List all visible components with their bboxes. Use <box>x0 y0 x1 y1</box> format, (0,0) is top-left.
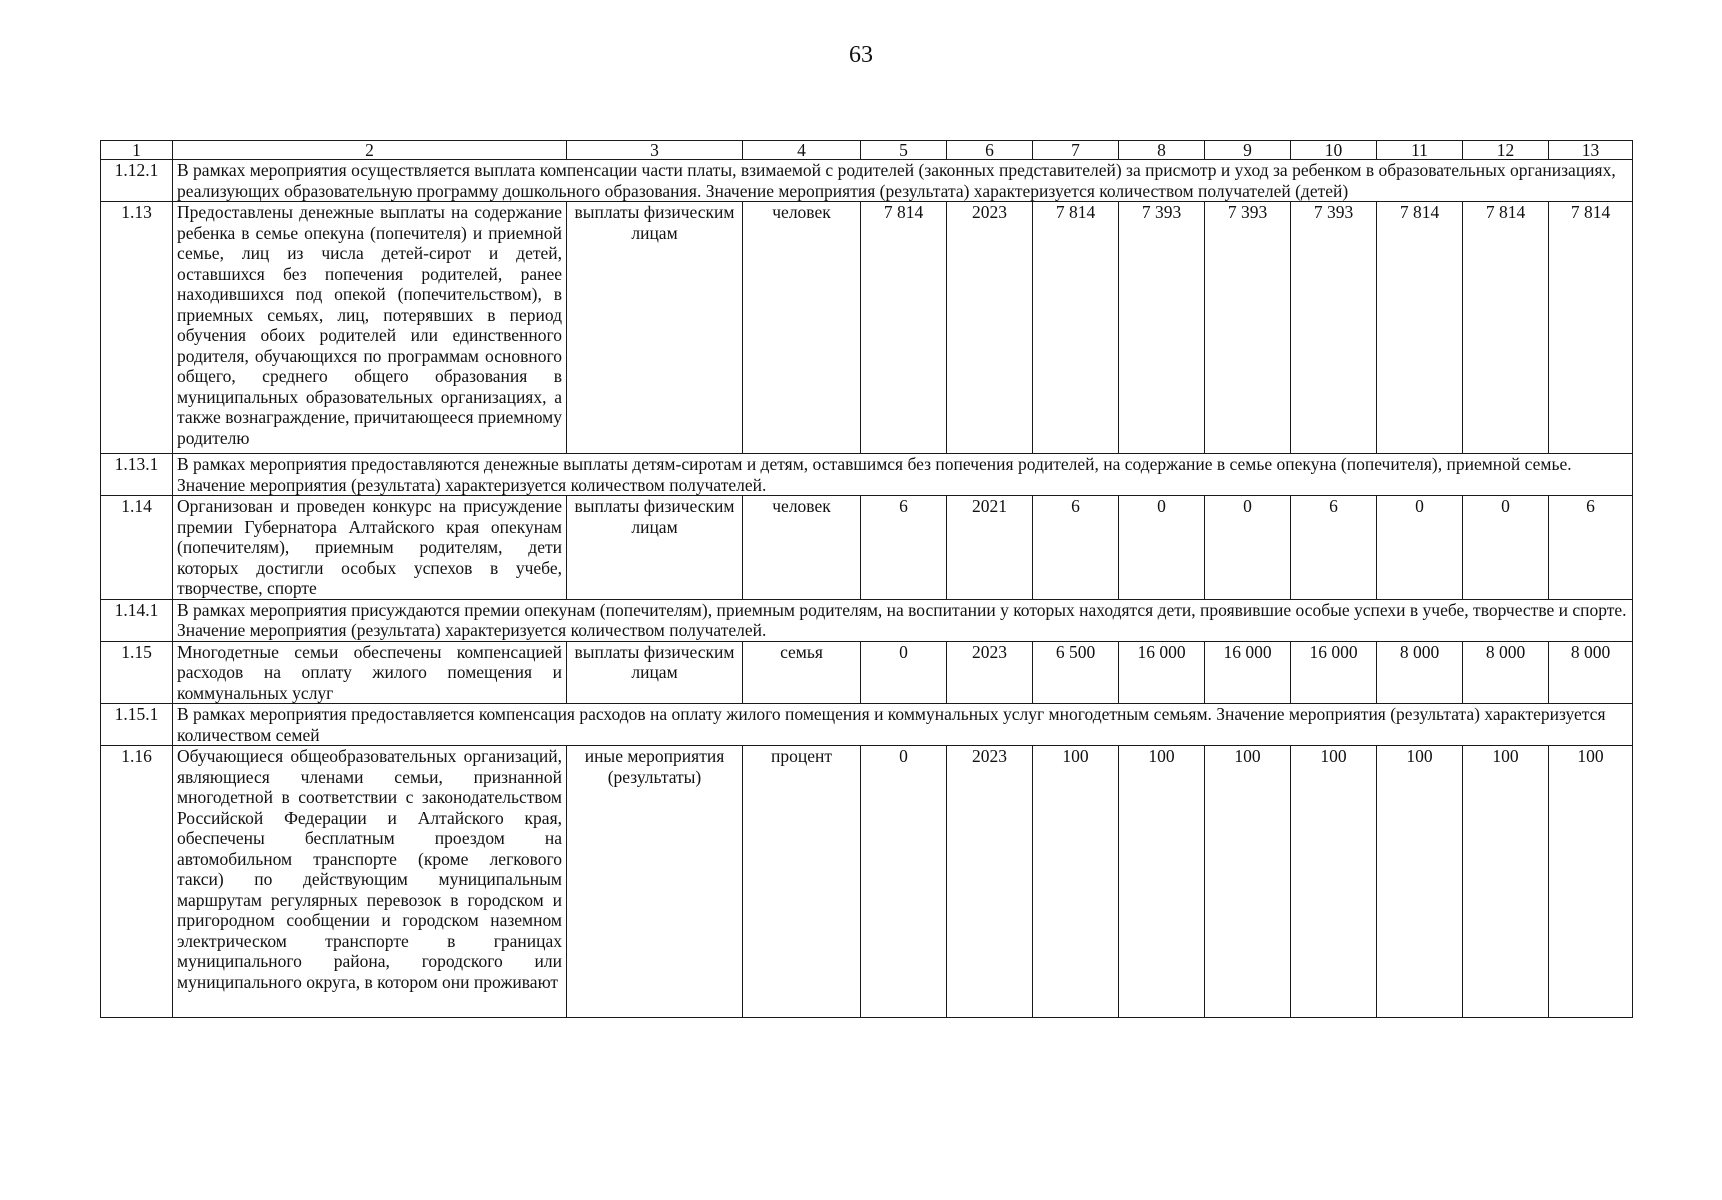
value-cell: 0 <box>861 641 947 704</box>
row-description: В рамках мероприятия присуждаются премии опекунам (попечителям), приемным родителям, на воспитании у которых находятся дети, проявившие особые успехи в учебе, творчестве и спорте. Значение мероприятия (результата) характеризуется количеством получателей. <box>173 599 1633 641</box>
row-number: 1.14 <box>101 496 173 600</box>
indicator-name: Предоставлены денежные выплаты на содержание ребенка в семье опекуна (попечителя) и приемной семье, лиц из числа детей-сирот и детей, оставшихся без попечения родителей, ранее находившихся под опекой (попечительством), в приемных семьях, лиц, потерявших в период обучения обоих родителей или единственного родителя, обучающихся по программам основного общего, среднего общего образования в муниципальных образовательных организациях, а также вознаграждение, причитающееся приемному родителю <box>173 202 567 454</box>
value-cell: 100 <box>1549 746 1633 1018</box>
value-cell: 6 <box>1033 496 1119 600</box>
value-cell: 100 <box>1119 746 1205 1018</box>
value-cell: 6 <box>1549 496 1633 600</box>
indicator-row <box>101 746 1633 1018</box>
indicator-name: Многодетные семьи обеспечены компенсацией расходов на оплату жилого помещения и коммунальных услуг <box>173 641 567 704</box>
value-cell: 100 <box>1377 746 1463 1018</box>
value-cell: 100 <box>1291 746 1377 1018</box>
value-cell: 16 000 <box>1119 641 1205 704</box>
column-number: 4 <box>743 141 861 160</box>
description-row <box>101 704 1633 746</box>
row-description: В рамках мероприятия предоставляется компенсация расходов на оплату жилого помещения и коммунальных услуг многодетным семьям. Значение мероприятия (результата) характеризуется количеством семей <box>173 704 1633 746</box>
unit: семья <box>743 641 861 704</box>
value-cell: 2023 <box>947 641 1033 704</box>
column-number: 2 <box>173 141 567 160</box>
column-number: 1 <box>101 141 173 160</box>
value-cell: 100 <box>1205 746 1291 1018</box>
column-number: 7 <box>1033 141 1119 160</box>
value-cell: 8 000 <box>1377 641 1463 704</box>
row-number: 1.12.1 <box>101 160 173 202</box>
row-number: 1.14.1 <box>101 599 173 641</box>
value-cell: 7 814 <box>1033 202 1119 454</box>
row-number: 1.13 <box>101 202 173 454</box>
indicator-row <box>101 202 1633 454</box>
value-cell: 16 000 <box>1291 641 1377 704</box>
page-number: 63 <box>849 42 873 68</box>
indicator-name: Обучающиеся общеобразовательных организаций, являющиеся членами семьи, признанной многодетной в соответствии с законодательством Российской Федерации и Алтайского края, обеспечены бесплатным проездом на автомобильном транспорте (кроме легкового такси) по действующим муниципальным маршрутам регулярных перевозок в городском и пригородном сообщении и городском наземном электрическом транспорте в границах муниципального района, городского или муниципального округа, в котором они проживают <box>173 746 567 1018</box>
row-number: 1.15 <box>101 641 173 704</box>
description-row <box>101 160 1633 202</box>
value-cell: 6 <box>1291 496 1377 600</box>
value-cell: 6 500 <box>1033 641 1119 704</box>
column-number-row <box>101 141 1633 160</box>
column-number: 6 <box>947 141 1033 160</box>
indicator-row <box>101 641 1633 704</box>
row-number: 1.16 <box>101 746 173 1018</box>
column-number: 9 <box>1205 141 1291 160</box>
value-cell: 8 000 <box>1549 641 1633 704</box>
value-cell: 7 814 <box>1463 202 1549 454</box>
column-number: 5 <box>861 141 947 160</box>
column-number: 11 <box>1377 141 1463 160</box>
value-cell: 2023 <box>947 746 1033 1018</box>
description-row <box>101 454 1633 496</box>
unit: человек <box>743 496 861 600</box>
value-cell: 0 <box>1463 496 1549 600</box>
value-cell: 100 <box>1463 746 1549 1018</box>
indicator-type: выплаты физическим лицам <box>567 202 743 454</box>
column-number: 12 <box>1463 141 1549 160</box>
value-cell: 100 <box>1033 746 1119 1018</box>
row-description: В рамках мероприятия предоставляются денежные выплаты детям-сиротам и детям, оставшимся без попечения родителей, на содержание в семье опекуна (попечителя), приемной семье. Значение мероприятия (результата) характеризуется количеством получателей. <box>173 454 1633 496</box>
unit: человек <box>743 202 861 454</box>
value-cell: 0 <box>1205 496 1291 600</box>
value-cell: 6 <box>861 496 947 600</box>
unit: процент <box>743 746 861 1018</box>
indicator-row <box>101 496 1633 600</box>
row-description: В рамках мероприятия осуществляется выплата компенсации части платы, взимаемой с родителей (законных представителей) за присмотр и уход за ребенком в образовательных организациях, реализующих образовательную программу дошкольного образования. Значение мероприятия (результата) характеризуется количеством получателей (детей) <box>173 160 1633 202</box>
value-cell: 0 <box>861 746 947 1018</box>
indicators-table <box>100 140 1633 1018</box>
value-cell: 7 814 <box>1549 202 1633 454</box>
value-cell: 8 000 <box>1463 641 1549 704</box>
indicator-type: иные мероприятия (результаты) <box>567 746 743 1018</box>
value-cell: 7 814 <box>1377 202 1463 454</box>
indicator-name: Организован и проведен конкурс на присуждение премии Губернатора Алтайского края опекунам (попечителям), приемным родителям, дети которых достигли особых успехов в учебе, творчестве, спорте <box>173 496 567 600</box>
column-number: 8 <box>1119 141 1205 160</box>
indicator-type: выплаты физическим лицам <box>567 641 743 704</box>
column-number: 13 <box>1549 141 1633 160</box>
row-number: 1.15.1 <box>101 704 173 746</box>
value-cell: 0 <box>1119 496 1205 600</box>
row-number: 1.13.1 <box>101 454 173 496</box>
description-row <box>101 599 1633 641</box>
value-cell: 16 000 <box>1205 641 1291 704</box>
value-cell: 2021 <box>947 496 1033 600</box>
indicator-type: выплаты физическим лицам <box>567 496 743 600</box>
value-cell: 2023 <box>947 202 1033 454</box>
value-cell: 7 393 <box>1205 202 1291 454</box>
column-number: 10 <box>1291 141 1377 160</box>
value-cell: 7 814 <box>861 202 947 454</box>
value-cell: 7 393 <box>1291 202 1377 454</box>
value-cell: 7 393 <box>1119 202 1205 454</box>
column-number: 3 <box>567 141 743 160</box>
value-cell: 0 <box>1377 496 1463 600</box>
